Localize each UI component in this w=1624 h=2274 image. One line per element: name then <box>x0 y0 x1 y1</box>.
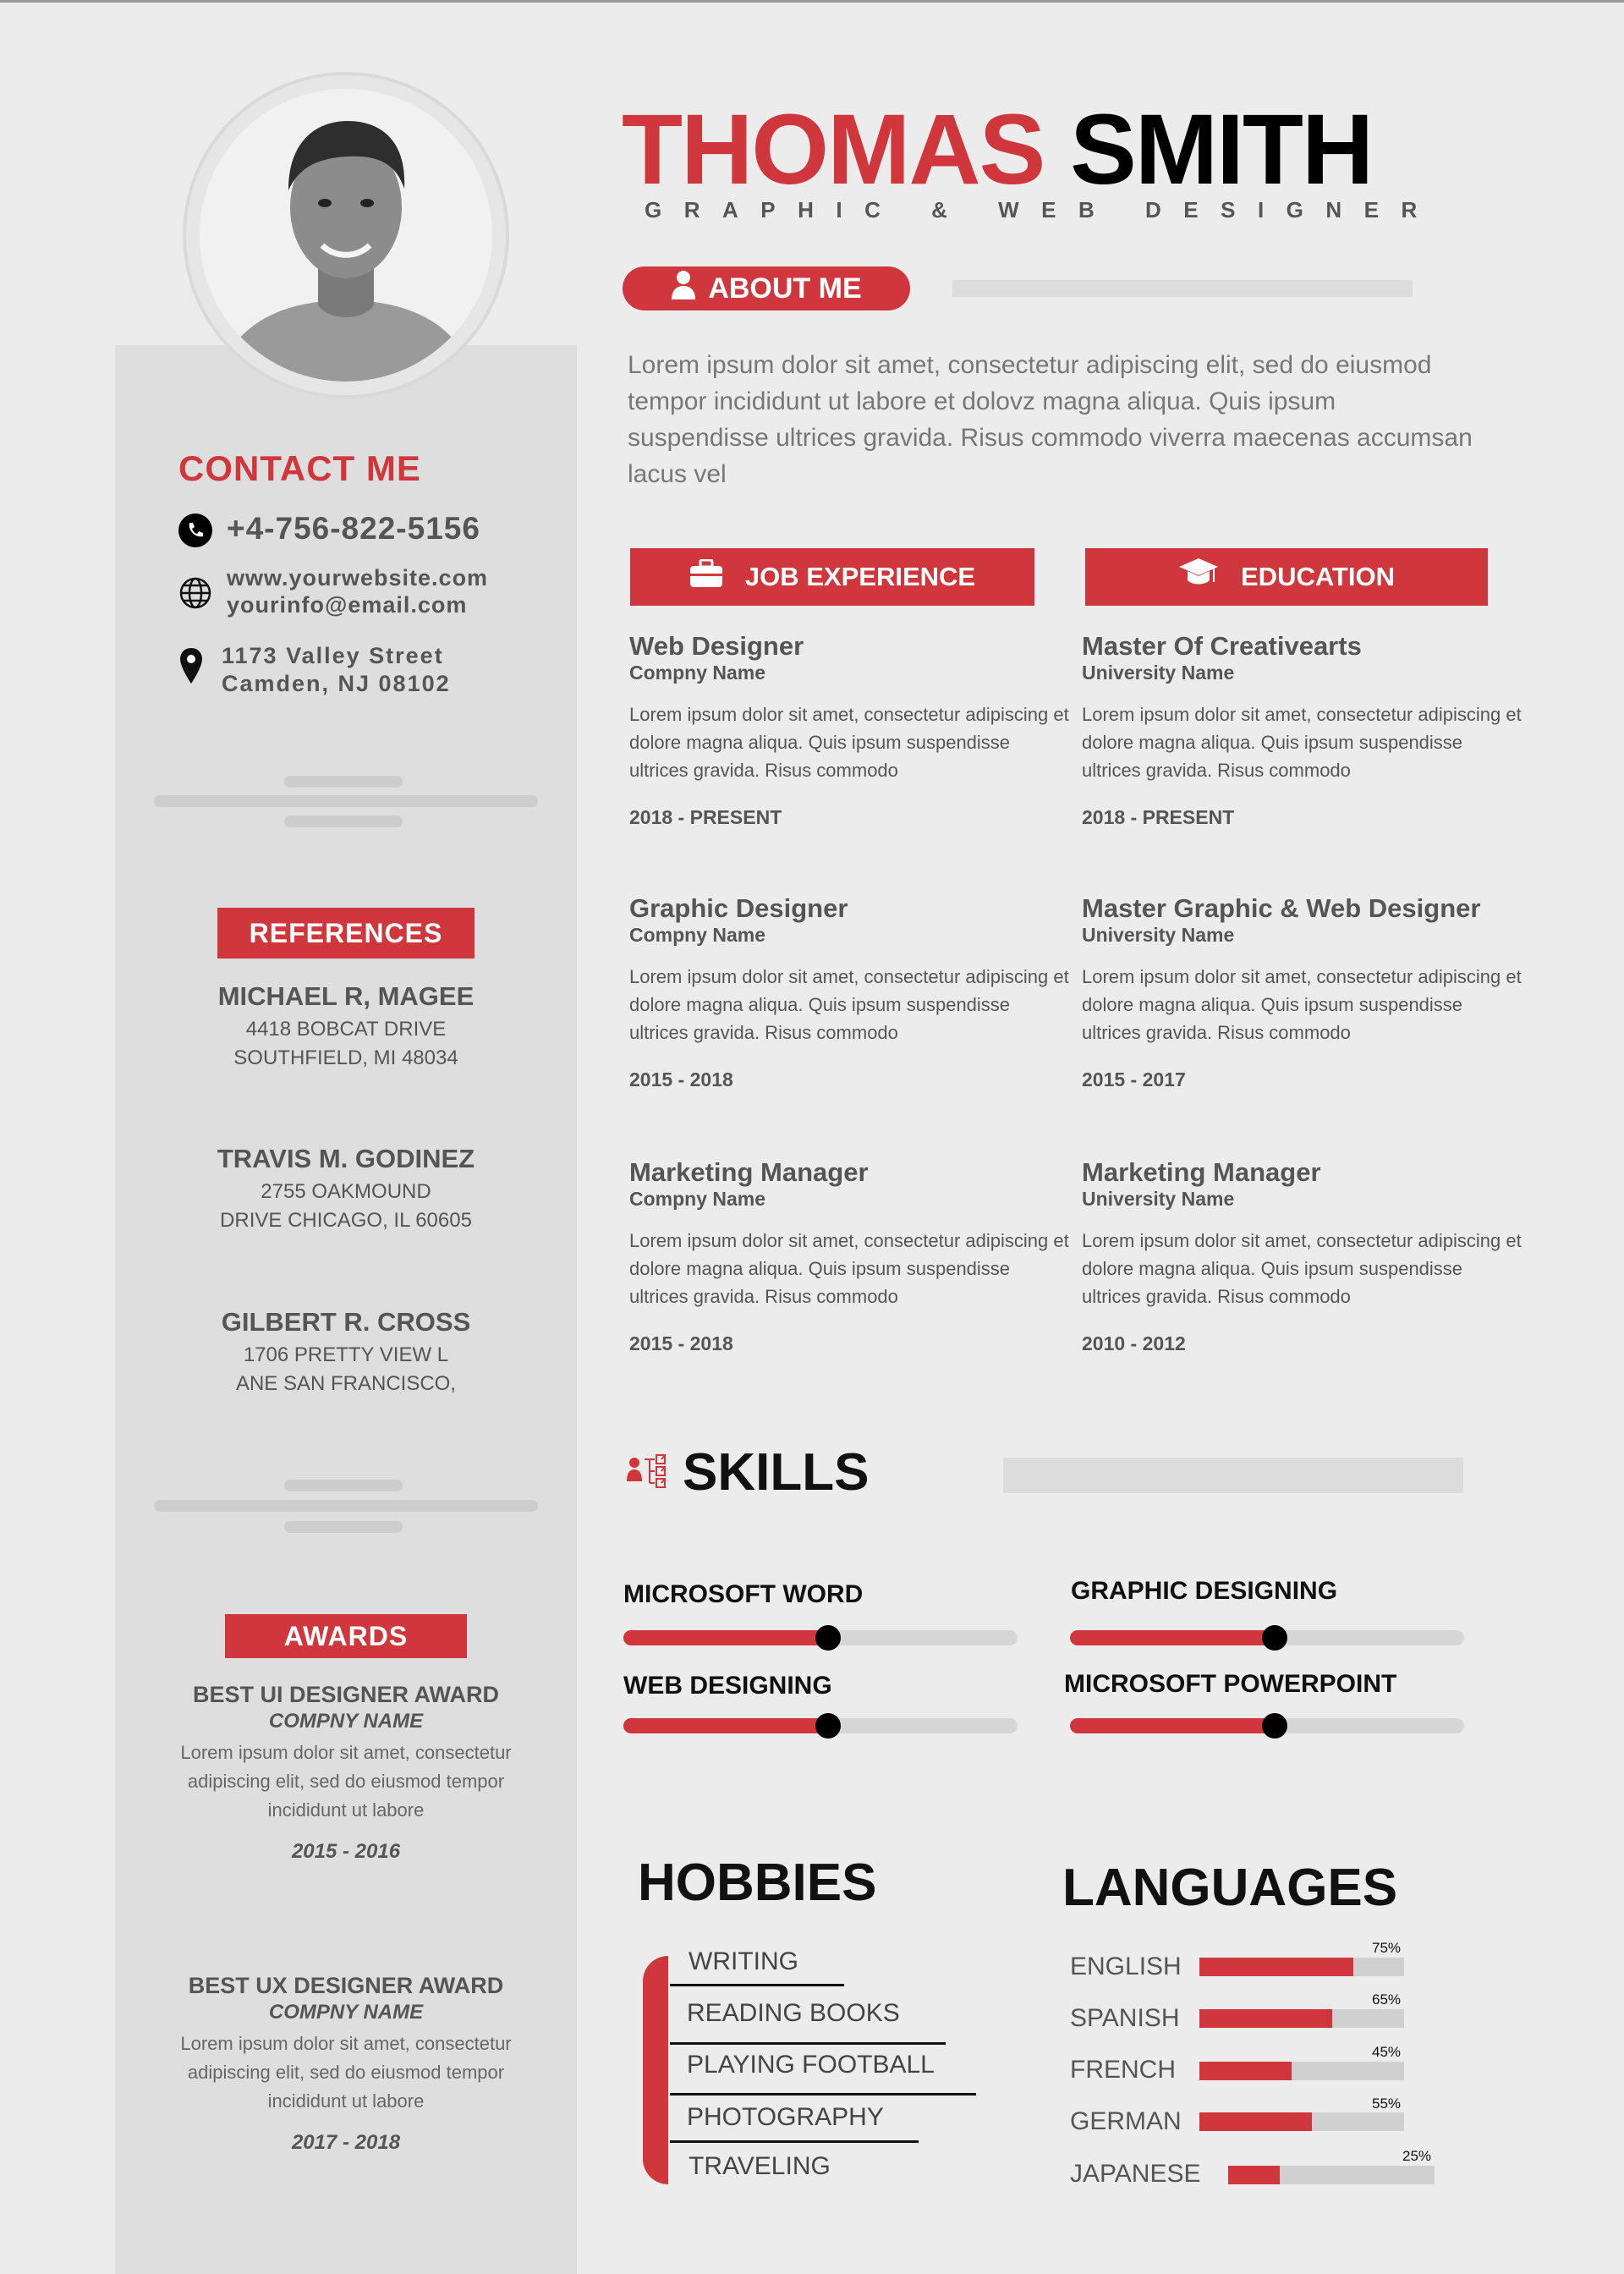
about-me-label <box>623 266 910 310</box>
divider <box>154 795 538 807</box>
skill-bar-fill <box>623 1718 828 1733</box>
language-bar <box>1199 2009 1404 2028</box>
last-name: SMITH <box>1070 94 1373 206</box>
divider <box>284 1521 403 1533</box>
graduation-cap-icon <box>1178 557 1219 597</box>
job-experience-label <box>630 548 1034 606</box>
skill-bar-fill <box>1070 1718 1275 1733</box>
skill-bar-fill <box>1070 1630 1275 1645</box>
hobby-item: WRITING <box>689 1947 798 1975</box>
reference-name: GILBERT R. CROSS <box>221 1307 471 1337</box>
language-name: JAPANESE <box>1070 2160 1201 2188</box>
reference-name: MICHAEL R, MAGEE <box>217 981 475 1011</box>
divider <box>284 776 403 788</box>
divider <box>284 816 403 827</box>
education-years: 2018 - PRESENT <box>1082 806 1235 828</box>
job-years: 2018 - PRESENT <box>629 806 782 828</box>
about-me-text: ABOUT ME <box>708 272 862 305</box>
divider <box>670 2140 919 2143</box>
job-description: Lorem ipsum dolor sit amet, consectetur adipiscing et dolore magna aliqua. Quis ipsum suspendisse ultrices gravida. Risus commodo <box>629 966 1069 1043</box>
language-bar <box>1199 1958 1404 1976</box>
about-text: Lorem ipsum dolor sit amet, consectetur adipiscing elit, sed do eiusmod tempor incididunt ut labore et dolovz magna aliqua. Quis ipsum suspendisse ultrices gravida. Risus commodo viverra maecenas accumsan lacus vel <box>628 351 1473 488</box>
award-years: 2015 - 2016 <box>291 1840 401 1863</box>
award-item <box>115 1973 577 2155</box>
phone-number[interactable]: +4-756-822-5156 <box>227 511 480 546</box>
skill-name: WEB DESIGNING <box>623 1672 832 1700</box>
reference-address: SOUTHFIELD, MI 48034 <box>233 1046 458 1069</box>
divider <box>670 2042 946 2045</box>
languages-heading: LANGUAGES <box>1062 1859 1398 1917</box>
language-bar-fill <box>1199 2062 1292 2080</box>
education-years: 2010 - 2012 <box>1082 1332 1186 1354</box>
job-description: Lorem ipsum dolor sit amet, consectetur adipiscing et dolore magna aliqua. Quis ipsum suspendisse ultrices gravida. Risus commodo <box>629 1230 1069 1307</box>
job-description: Lorem ipsum dolor sit amet, consectetur adipiscing et dolore magna aliqua. Quis ipsum suspendisse ultrices gravida. Risus commodo <box>629 704 1069 781</box>
email-link[interactable]: yourinfo@email.com <box>227 592 468 618</box>
divider <box>1003 1458 1463 1493</box>
language-bar-fill <box>1199 1958 1353 1976</box>
reference-item <box>115 1307 577 1398</box>
reference-address: ANE SAN FRANCISCO, <box>235 1372 457 1395</box>
skill-bar <box>623 1630 1018 1645</box>
skill-bar <box>623 1718 1018 1733</box>
award-name: BEST UX DESIGNER AWARD <box>188 1973 504 1998</box>
contact-heading: CONTACT ME <box>178 448 421 488</box>
education-description: Lorem ipsum dolor sit amet, consectetur adipiscing et dolore magna aliqua. Quis ipsum suspendisse ultrices gravida. Risus commodo <box>1082 704 1522 781</box>
reference-name: TRAVIS M. GODINEZ <box>217 1144 475 1173</box>
skill-name: MICROSOFT POWERPOINT <box>1064 1670 1397 1698</box>
reference-item <box>115 1144 577 1235</box>
awards-label: AWARDS <box>225 1614 467 1658</box>
job-years: 2015 - 2018 <box>629 1332 733 1354</box>
job-years: 2015 - 2018 <box>629 1068 733 1090</box>
hobby-item: PHOTOGRAPHY <box>687 2103 884 2131</box>
degree-title: Marketing Manager <box>1082 1157 1321 1187</box>
award-years: 2017 - 2018 <box>291 2131 401 2154</box>
skill-slider-knob <box>1262 1625 1287 1651</box>
first-name: THOMAS <box>622 94 1045 206</box>
award-company: COMPNY NAME <box>268 1710 424 1733</box>
education-entry <box>1082 1157 1522 1355</box>
education-years: 2015 - 2017 <box>1082 1068 1186 1090</box>
job-entry <box>629 893 1069 1091</box>
job-entry <box>629 631 1069 829</box>
website-link[interactable]: www.yourwebsite.com <box>227 565 489 590</box>
language-name: FRENCH <box>1070 2056 1176 2084</box>
award-item <box>115 1682 577 1864</box>
language-percent: 55% <box>1372 2095 1402 2112</box>
award-name: BEST UI DESIGNER AWARD <box>192 1682 500 1707</box>
job-title: Marketing Manager <box>629 1157 869 1187</box>
skill-slider-knob <box>815 1713 841 1738</box>
university-name: University Name <box>1082 662 1235 684</box>
language-bar <box>1199 2062 1404 2080</box>
university-name: University Name <box>1082 1188 1235 1210</box>
address-line2: Camden, NJ 08102 <box>222 671 451 696</box>
skill-slider-knob <box>815 1625 841 1651</box>
hobby-item: READING BOOKS <box>687 1999 900 2027</box>
divider <box>952 280 1413 297</box>
language-bar <box>1199 2112 1404 2131</box>
job-title: Web Designer <box>629 631 804 661</box>
job-entry <box>629 1157 1069 1355</box>
skill-name: GRAPHIC DESIGNING <box>1071 1577 1338 1605</box>
education-entry <box>1082 893 1522 1091</box>
briefcase-icon <box>689 559 723 595</box>
award-description: Lorem ipsum dolor sit amet, consectetur adipiscing elit, sed do eiusmod tempor incididunt ut labore <box>180 1742 512 1821</box>
candidate-name <box>622 94 1373 206</box>
award-description: Lorem ipsum dolor sit amet, consectetur adipiscing elit, sed do eiusmod tempor incididunt ut labore <box>180 2033 512 2112</box>
globe-icon <box>178 576 212 610</box>
profile-photo <box>200 89 492 382</box>
education-description: Lorem ipsum dolor sit amet, consectetur adipiscing et dolore magna aliqua. Quis ipsum suspendisse ultrices gravida. Risus commodo <box>1082 966 1522 1043</box>
education-description: Lorem ipsum dolor sit amet, consectetur adipiscing et dolore magna aliqua. Quis ipsum suspendisse ultrices gravida. Risus commodo <box>1082 1230 1522 1307</box>
reference-address: 2755 OAKMOUND <box>261 1180 431 1203</box>
language-percent: 75% <box>1372 1940 1402 1956</box>
skill-slider-knob <box>1262 1713 1287 1738</box>
hobby-item: PLAYING FOOTBALL <box>687 2051 935 2079</box>
location-pin-icon <box>178 646 204 685</box>
company-name: Compny Name <box>629 924 766 946</box>
divider <box>670 1984 844 1986</box>
award-company: COMPNY NAME <box>268 2001 424 2024</box>
education-label <box>1085 548 1488 606</box>
education-entry <box>1082 631 1522 829</box>
reference-item <box>115 981 577 1073</box>
language-name: ENGLISH <box>1070 1953 1182 1980</box>
job-title: GRAPHIC & WEB DESIGNER <box>645 197 1440 222</box>
language-bar-fill <box>1199 2009 1332 2028</box>
skill-bar-fill <box>623 1630 828 1645</box>
top-border <box>0 0 1624 3</box>
hobbies-accent-bar <box>643 1956 668 2184</box>
job-experience-text: JOB EXPERIENCE <box>744 562 976 591</box>
language-percent: 45% <box>1372 2044 1402 2060</box>
education-text: EDUCATION <box>1241 562 1395 591</box>
language-percent: 65% <box>1372 1991 1402 2008</box>
divider <box>154 1500 538 1512</box>
reference-address: 1706 PRETTY VIEW L <box>243 1343 449 1366</box>
company-name: Compny Name <box>629 662 766 684</box>
university-name: University Name <box>1082 924 1235 946</box>
skills-icon <box>624 1453 672 1490</box>
language-name: GERMAN <box>1070 2107 1182 2135</box>
phone-icon <box>178 514 212 547</box>
skill-name: MICROSOFT WORD <box>623 1580 864 1608</box>
degree-title: Master Of Creativearts <box>1082 631 1362 661</box>
company-name: Compny Name <box>629 1188 766 1210</box>
language-bar <box>1228 2166 1435 2184</box>
language-bar-fill <box>1228 2166 1280 2184</box>
reference-address: 4418 BOBCAT DRIVE <box>245 1018 447 1041</box>
skill-bar <box>1070 1630 1464 1645</box>
hobby-item: TRAVELING <box>689 2152 831 2180</box>
divider <box>670 2093 976 2095</box>
degree-title: Master Graphic & Web Designer <box>1082 893 1481 923</box>
skills-heading: SKILLS <box>683 1443 870 1502</box>
references-label: REFERENCES <box>217 908 475 958</box>
divider <box>284 1480 403 1491</box>
user-icon <box>671 270 696 308</box>
hobbies-heading: HOBBIES <box>638 1854 877 1912</box>
job-title: Graphic Designer <box>629 893 848 923</box>
reference-address: DRIVE CHICAGO, IL 60605 <box>220 1209 472 1232</box>
language-name: SPANISH <box>1070 2004 1180 2032</box>
language-bar-fill <box>1199 2112 1312 2131</box>
person-portrait-icon <box>200 89 492 382</box>
address-line1: 1173 Valley Street <box>222 643 444 668</box>
skill-bar <box>1070 1718 1464 1733</box>
language-percent: 25% <box>1402 2148 1432 2164</box>
